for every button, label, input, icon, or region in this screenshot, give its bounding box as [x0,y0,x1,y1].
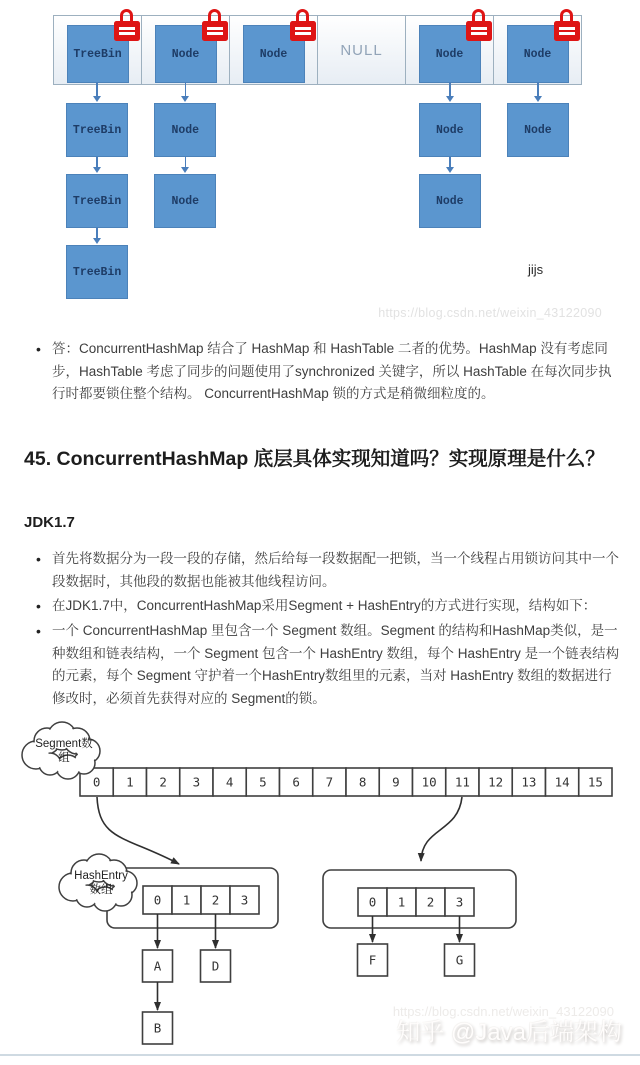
segment-array-cell-label: 0 [92,774,101,790]
bin-node-label: Node [171,123,200,137]
bin-node-label: Node [435,123,464,137]
lock-body [202,21,228,41]
bin-node-label: Node [435,194,464,208]
bin-node-label: Node [171,47,200,61]
diagram-signature: jijs [528,262,544,277]
bin-node-box [243,25,305,83]
chain-node-label: F [368,952,377,968]
hashentry-cell-label: 3 [240,892,249,908]
hashentry-cell-label: 1 [397,894,406,910]
lock-body [114,21,140,41]
segment-array-cell-label: 4 [225,774,234,790]
hashentry-array-cloud-label: 数组 [89,884,113,896]
bin-node-box [507,103,569,157]
segment-array-cell-label: 6 [292,774,300,790]
link-arrowhead [93,96,101,102]
segment-array-cell-label: 11 [454,774,470,790]
segment-array-cell-label: 5 [259,774,267,790]
segment0-to-bucket-curve [97,797,179,864]
hashentry-cell-label: 0 [368,894,377,910]
hashentry-cell-label: 3 [455,894,464,910]
lock-icon [553,9,581,45]
segment-array-cloud-label: Segment数 [35,738,93,750]
detail-text: 一个 ConcurrentHashMap 里包含一个 Segment 数组。Segment 的结构和HashMap类似，是一种数组和链表结构，一个 Segment 包含一个 HashEntry 数组，每个 HashEntry 是一个链表结构的元素，每个 Segment 守护着一个HashEntry数组里的元素，当对 HashEntry 数组的数据进行修改时，必须首先获得对应的 Segment的锁。 [52,623,620,707]
bin-node-label: TreeBin [72,265,122,279]
chain-node-label: D [211,958,220,974]
link-arrowhead [93,167,101,173]
chain-node-label: A [153,958,162,974]
csdn-watermark-bottom: https://blog.csdn.net/weixin_43122090 [392,1004,614,1019]
bottom-divider [0,1054,640,1056]
zhihu-watermark: 知乎 @Java后端架构 [396,1019,622,1046]
segment-array-cloud-label: 组 [58,752,70,764]
hashentry-array-cloud-label: HashEntry [74,870,128,882]
bucket-cell [54,16,142,84]
lock-body [554,21,580,41]
bin-node-label: Node [524,123,552,137]
bin-node-box [155,25,217,83]
bucket-cell [142,16,230,84]
bin-node-box [419,174,481,228]
bin-node-box [66,245,128,299]
concurrenthashmap-bucket-diagram [0,0,640,332]
detail-bullet [24,595,620,618]
link-arrow [537,82,539,97]
bin-node-label: Node [523,47,552,61]
link-arrow [449,82,451,97]
bin-node-box [66,103,128,157]
lock-body [290,21,316,41]
bucket-cell [230,16,318,84]
lock-icon [465,9,493,45]
segment-array-cell-label: 2 [159,774,167,790]
hashentry-cell-label: 0 [153,892,162,908]
null-label: NULL [340,41,383,59]
lock-icon [289,9,317,45]
segment-array-cell-label: 10 [421,774,437,790]
link-arrowhead [446,167,454,173]
hashentry-array-cloud [59,854,137,911]
lock-icon [113,9,141,45]
bin-node-label: Node [259,47,288,61]
question-heading: 45. ConcurrentHashMap 底层具体实现知道吗？实现原理是什么？ [24,448,605,470]
bin-node-label: Node [435,47,464,61]
detail-bullet [24,548,620,593]
bin-node-box [507,25,569,83]
bin-node-label: TreeBin [72,123,122,137]
bin-node-box [419,103,481,157]
segment-array-cell-label: 14 [554,774,570,790]
bucket-cell-null [318,16,406,84]
bucket-cell [494,16,581,84]
hashentry-cell-label: 2 [211,892,220,908]
csdn-watermark: https://blog.csdn.net/weixin_43122090 [378,306,602,320]
bin-node-box [419,25,481,83]
answer-bullet [24,338,616,406]
segment-array-cell-label: 9 [392,774,400,790]
chain-node-label: B [153,1020,162,1036]
bin-node-label: TreeBin [72,194,122,208]
detail-list [24,546,620,713]
link-arrowhead [534,96,542,102]
bin-node-box [67,25,129,83]
link-arrow [185,82,187,97]
segment-array-cell-label: 1 [126,774,134,790]
link-arrowhead [181,96,189,102]
chain-node-label: G [455,952,464,968]
segment-array-cell-label: 15 [587,774,603,790]
segment11-to-bucket-curve [421,797,462,861]
bin-node-box [154,103,216,157]
jdk-subheading: JDK1.7 [24,514,75,531]
link-arrowhead [446,96,454,102]
segment-array-cell-label: 12 [488,774,504,790]
bucket-array-row [53,15,582,85]
link-arrowhead [181,167,189,173]
segment-array-cell-label: 8 [358,774,367,790]
detail-text: 首先将数据分为一段一段的存储，然后给每一段数据配一把锁，当一个线程占用锁访问其中一个段数据时，其他段的数据也能被其他线程访问。 [52,551,619,589]
bin-node-label: Node [171,194,200,208]
link-arrow [96,82,98,97]
link-arrowhead [93,238,101,244]
bin-node-box [154,174,216,228]
bin-node-box [66,174,128,228]
lock-body [466,21,492,41]
detail-text: 在JDK1.7中，ConcurrentHashMap采用Segment + HashEntry的方式进行实现，结构如下： [52,598,597,614]
bucket-cell [406,16,494,84]
segment-array-cloud [22,722,100,779]
lock-icon [201,9,229,45]
bin-node-label: TreeBin [73,47,122,61]
segment-array-cell-label: 13 [521,774,537,790]
answer-list [24,336,616,408]
answer-text: 答：ConcurrentHashMap 结合了 HashMap 和 HashTable 二者的优势。HashMap 没有考虑同步，HashTable 考虑了同步的问题使用了synchronized 关键字，所以 HashTable 在每次同步执行时都要锁住整个结构。 ConcurrentHashMap 锁的方式是稍微细粒度的。 [52,341,612,402]
hashentry-cell-label: 2 [426,894,435,910]
segment-array-cell-label: 7 [325,774,334,790]
hashentry-cell-label: 1 [182,892,191,908]
detail-bullet [24,620,620,711]
segment-array-cell-label: 3 [192,774,201,790]
